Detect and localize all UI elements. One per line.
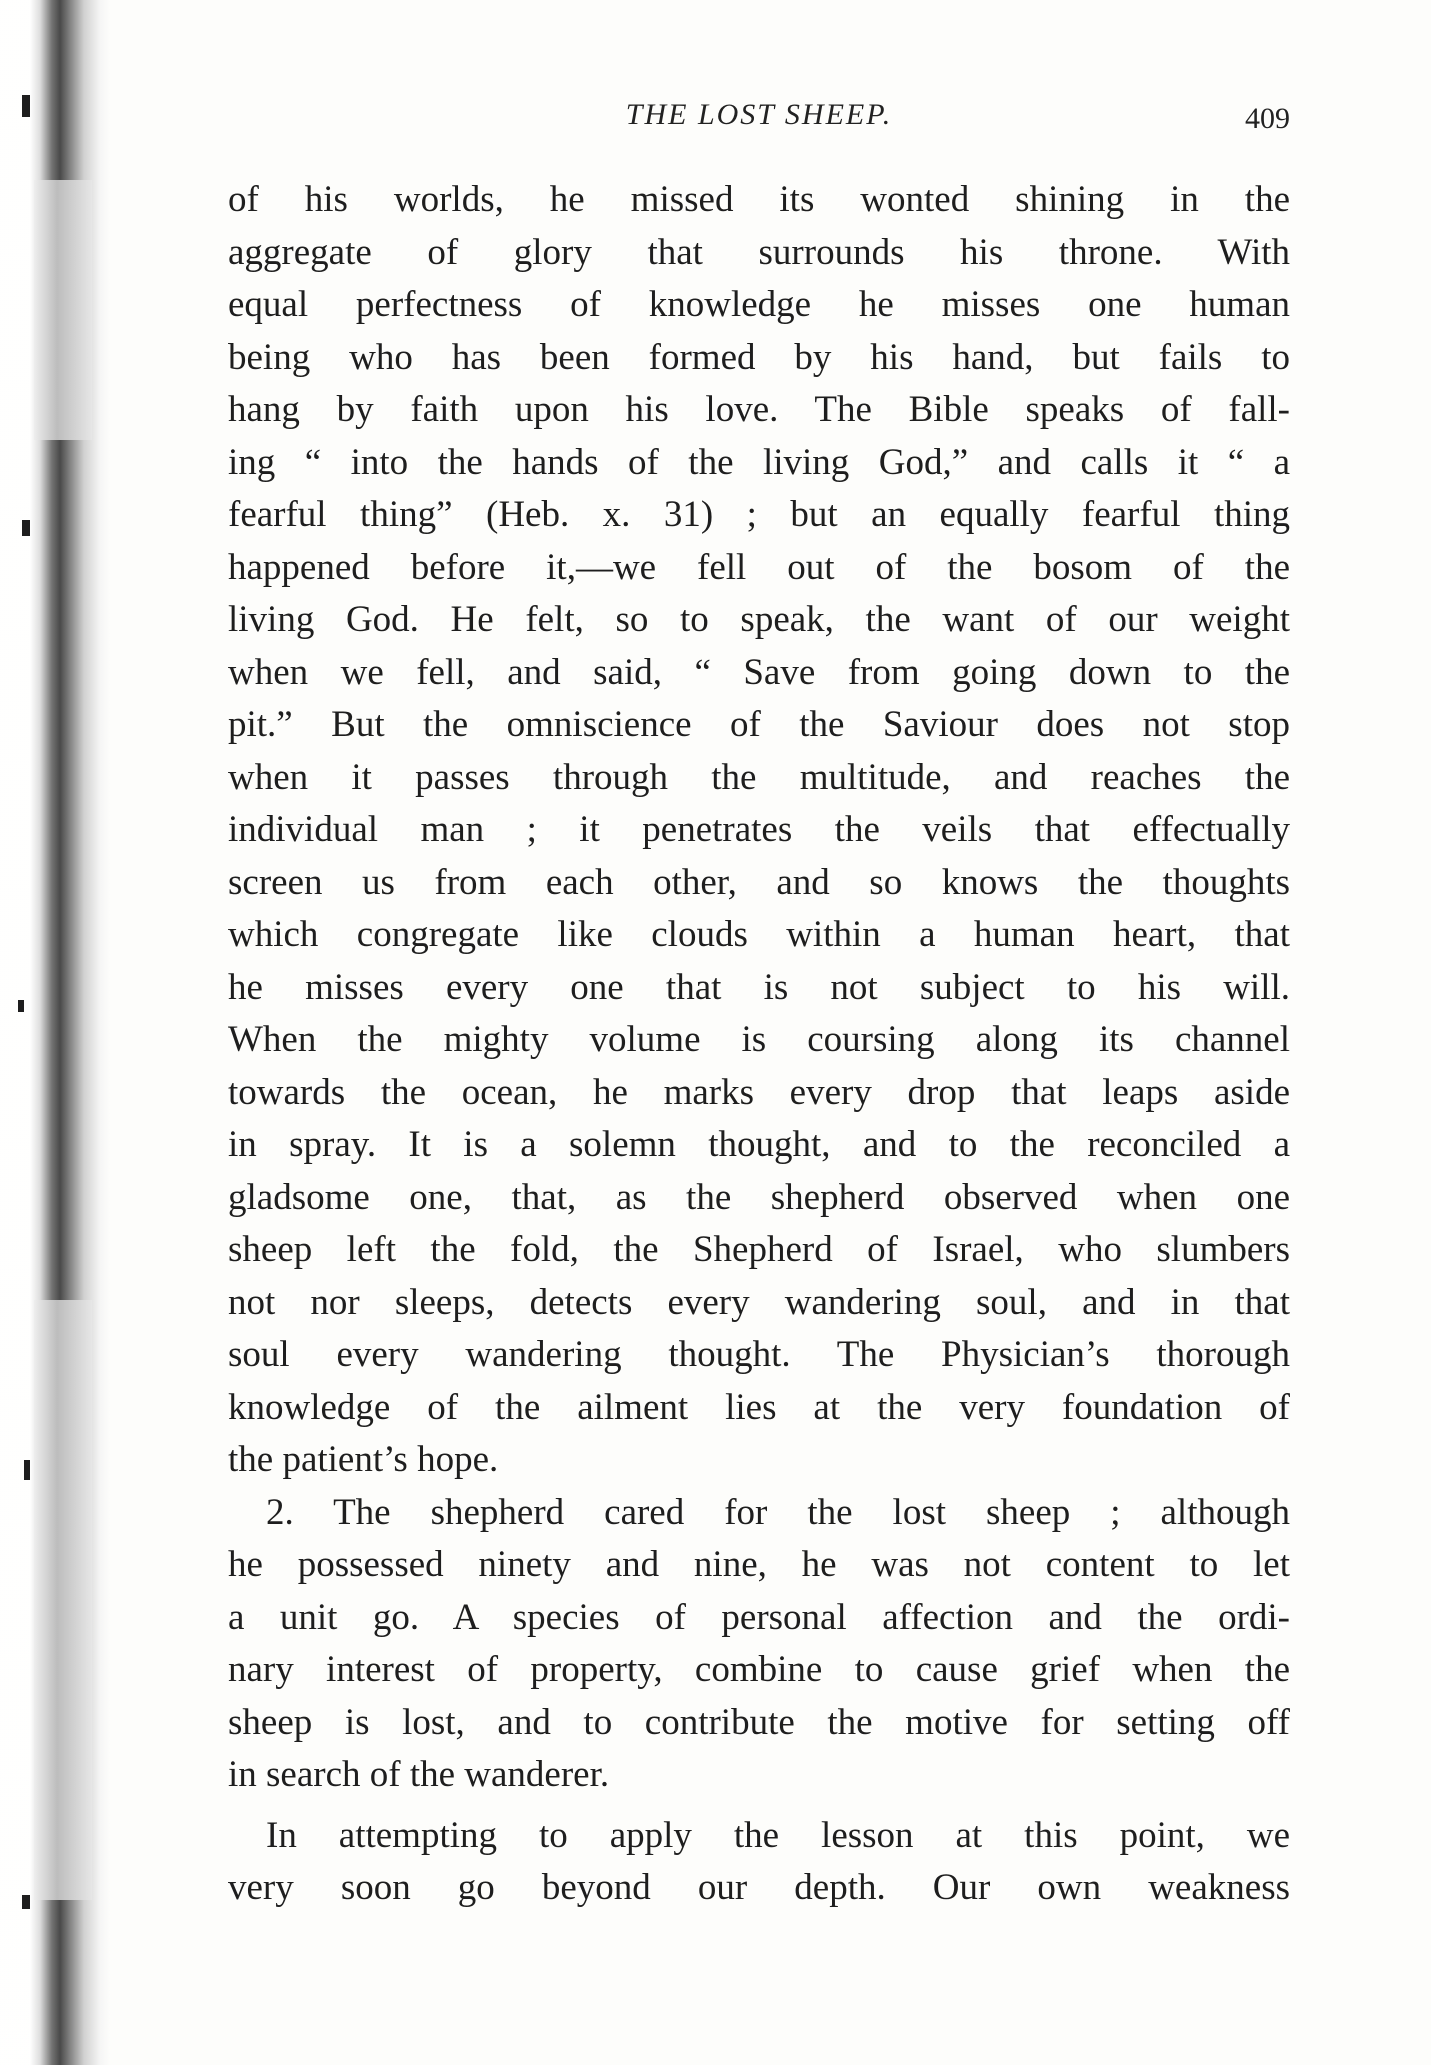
text-line: gladsome one, that, as the shepherd observed when one <box>228 1176 1290 1218</box>
paragraph <box>228 1487 1290 1802</box>
text-line: In attempting to apply the lesson at this point, we <box>266 1814 1290 1856</box>
text-line: very soon go beyond our depth. Our own weakness <box>228 1867 1290 1908</box>
binding-tick-mark <box>22 95 30 117</box>
text-line: of his worlds, he missed its wonted shining in the <box>228 179 1290 220</box>
binding-tick-mark <box>22 1895 30 1909</box>
binding-tick-mark <box>24 1460 30 1480</box>
text-line: individual man ; it penetrates the veils that effectually <box>228 809 1290 850</box>
text-line: aggregate of glory that surrounds his throne. With <box>228 231 1290 273</box>
page-body <box>228 174 1290 1915</box>
running-title: THE LOST SHEEP. <box>625 98 893 131</box>
text-line: soul every wandering thought. The Physician’s thorough <box>228 1334 1290 1375</box>
text-line: in spray. It is a solemn thought, and to the reconciled a <box>228 1124 1290 1165</box>
text-line: being who has been formed by his hand, but fails to <box>228 336 1290 378</box>
text-line: knowledge of the ailment lies at the very foundation of <box>228 1386 1290 1428</box>
paragraph <box>228 1810 1290 1915</box>
text-line: sheep is lost, and to contribute the motive for setting off <box>228 1701 1290 1743</box>
text-line: screen us from each other, and so knows the thoughts <box>228 861 1290 903</box>
paragraph <box>228 174 1290 1487</box>
page-header <box>228 98 1290 138</box>
binding-tick-mark <box>18 1000 24 1012</box>
text-line: in search of the wanderer. <box>228 1754 610 1795</box>
text-line: equal perfectness of knowledge he misses one human <box>228 284 1290 325</box>
page-number: 409 <box>1245 102 1290 135</box>
text-line: nary interest of property, combine to cause grief when the <box>228 1649 1290 1690</box>
text-line: living God. He felt, so to speak, the want of our weight <box>228 599 1290 640</box>
text-line: pit.” But the omniscience of the Saviour does not stop <box>228 704 1290 745</box>
text-line: a unit go. A species of personal affection and the ordi- <box>228 1596 1290 1638</box>
text-line: which congregate like clouds within a human heart, that <box>228 914 1290 955</box>
text-line: fearful thing” (Heb. x. 31) ; but an equally fearful thing <box>228 494 1290 535</box>
binding-shadow-lower <box>34 1300 92 1900</box>
binding-tick-mark <box>22 520 30 536</box>
text-line: he misses every one that is not subject to his will. <box>228 966 1290 1008</box>
text-line: 2. The shepherd cared for the lost sheep ; although <box>266 1491 1290 1533</box>
text-line: the patient’s hope. <box>228 1439 499 1480</box>
text-line: towards the ocean, he marks every drop that leaps aside <box>228 1071 1290 1113</box>
binding-shadow-upper <box>34 180 92 440</box>
paragraph-gap <box>228 1802 1290 1810</box>
text-line: hang by faith upon his love. The Bible speaks of fall- <box>228 389 1290 430</box>
text-line: happened before it,—we fell out of the bosom of the <box>228 546 1290 588</box>
text-line: When the mighty volume is coursing along its channel <box>228 1019 1290 1060</box>
text-line: ing “ into the hands of the living God,” and calls it “ a <box>228 441 1290 483</box>
text-line: when we fell, and said, “ Save from going down to the <box>228 651 1290 693</box>
text-line: not nor sleeps, detects every wandering soul, and in that <box>228 1281 1290 1323</box>
text-line: he possessed ninety and nine, he was not content to let <box>228 1544 1290 1585</box>
text-line: sheep left the fold, the Shepherd of Israel, who slumbers <box>228 1229 1290 1270</box>
text-line: when it passes through the multitude, and reaches the <box>228 756 1290 798</box>
